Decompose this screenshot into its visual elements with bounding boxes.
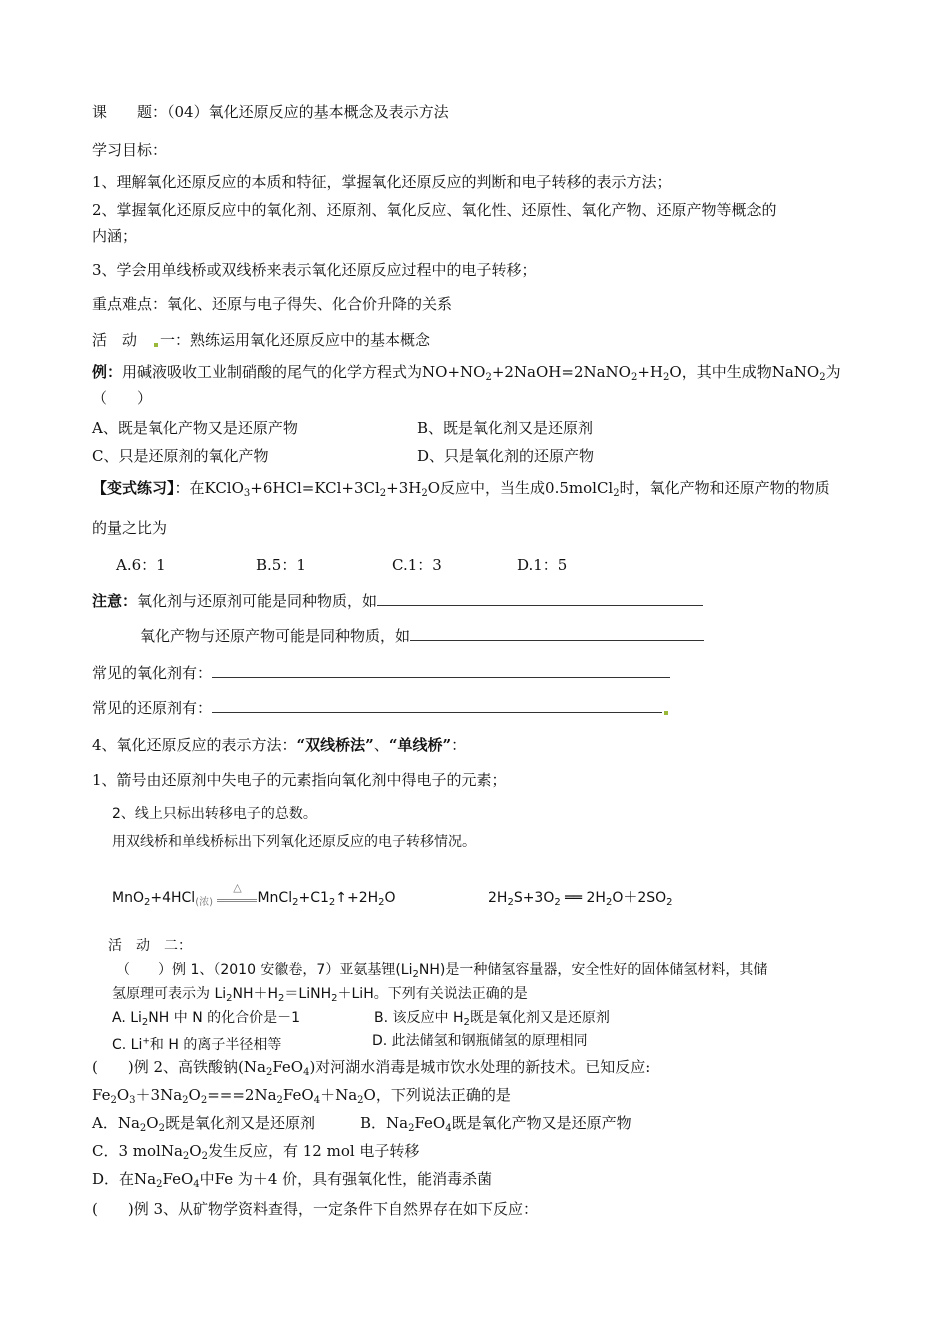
heat-symbol: △: [233, 881, 242, 894]
activity-1-title: 一：熟练运用氧化还原反应中的基本概念: [160, 331, 431, 349]
option-text: B．Na: [360, 1114, 409, 1132]
colon: ：: [451, 736, 467, 754]
variant-label: 【变式练习】: [92, 479, 175, 497]
equation-2: [488, 888, 673, 908]
sub: 4: [445, 1123, 452, 1134]
variant-text: +6HCl=KCl+3Cl: [250, 479, 380, 497]
example-options-row-2: [92, 446, 595, 466]
example-options-row-1: [92, 418, 594, 438]
eq-text: ↑+2H: [335, 890, 379, 906]
eq-text: ===2Na: [207, 1086, 277, 1104]
eq-text: ＋3Na: [135, 1086, 183, 1104]
note-label: 注意：: [92, 592, 138, 610]
objectives-heading: 学习目标：: [92, 141, 168, 159]
variant-option-a: A.6：1: [116, 556, 166, 574]
ex1-text: NH＋H: [232, 986, 279, 1002]
sub: 2: [554, 897, 561, 908]
marker-icon: [664, 711, 668, 715]
objective-3: 3、学会用单线桥或双线桥来表示氧化还原反应过程中的电子转移；: [92, 261, 537, 279]
objective-1: 1、理解氧化还原反应的本质和特征，掌握氧化还原反应的判断和电子转移的表示方法；: [92, 173, 672, 191]
sub: 2: [378, 897, 385, 908]
option-text: D．在Na: [92, 1170, 157, 1188]
answer-blank[interactable]: [212, 663, 670, 678]
ex2-option-a: [92, 1114, 315, 1132]
oxidants-label: 常见的氧化剂有：: [92, 664, 213, 682]
sub: 2: [278, 993, 285, 1004]
common-oxidants: [92, 663, 670, 683]
option-text: NH 中 N 的化合价是－1: [148, 1010, 301, 1026]
sub: 3: [129, 1095, 136, 1106]
sub: 2: [613, 488, 620, 499]
option-text: FeO: [414, 1114, 446, 1132]
sub: 2: [379, 488, 387, 499]
ex1-text: NH)是一种储氢容量器，安全性好的固体储氢材料，其储: [418, 962, 768, 978]
example-1-stem-cont: [112, 984, 528, 1004]
reductants-label: 常见的还原剂有：: [92, 699, 213, 717]
example-1-options-row-2: [112, 1031, 588, 1055]
sub: 2: [507, 897, 514, 908]
example-2-stem: [92, 1057, 650, 1077]
option-text: FeO: [162, 1170, 194, 1188]
variant-option-d: D.1：5: [517, 556, 568, 574]
variant-text: 时，氧化产物和还原产物的物质: [619, 479, 830, 497]
sub: 2: [143, 897, 151, 908]
sub: 2: [141, 1017, 149, 1028]
sub: 2: [139, 1123, 147, 1134]
sub: 2: [265, 1067, 273, 1078]
sub: 2: [605, 897, 613, 908]
page-title: [92, 102, 449, 122]
option-text: 既是氧化剂又是还原剂: [164, 1114, 315, 1132]
example-text: 为: [825, 363, 841, 381]
sup: +: [142, 1036, 150, 1046]
sub: 2: [110, 1095, 117, 1106]
option-d: D、只是氧化剂的还原产物: [417, 447, 595, 465]
ex1-text: ＋LiH。下列有关说法正确的是: [337, 986, 528, 1002]
eq-text: O: [116, 1086, 130, 1104]
objective-2: 2、掌握氧化还原反应中的氧化剂、还原剂、氧化反应、氧化性、还原性、氧化产物、还原产物等概念的: [92, 201, 777, 219]
option-text: 既是氧化剂又是还原剂: [469, 1010, 610, 1026]
example-label: 例：: [92, 363, 123, 381]
ex1-text: 氢原理可表示为 Li: [112, 986, 227, 1002]
variant-text: O反应中，当生成0.5molCl: [427, 479, 614, 497]
option-text: 既是氧化产物又是还原产物: [451, 1114, 632, 1132]
eq-text: +4HCl: [150, 890, 196, 906]
activity-1-heading: [92, 330, 430, 350]
answer-blank[interactable]: [410, 626, 704, 641]
eq-condition: (浓): [195, 897, 214, 908]
sub: 2: [663, 372, 670, 383]
option-text: O: [189, 1142, 202, 1160]
sub: 2: [463, 1017, 470, 1028]
ex1-option-d: D. 此法储氢和钢瓶储氢的原理相同: [372, 1033, 588, 1049]
ex1-option-c: [112, 1037, 281, 1053]
option-text: 中Fe 为＋4 价，具有强氧化性，能消毒杀菌: [199, 1170, 493, 1188]
eq-text: O: [188, 1086, 201, 1104]
equals-bar: [217, 899, 257, 902]
option-text: C．3 molNa: [92, 1142, 183, 1160]
rule-1: 1、箭号由还原剂中失电子的元素指向氧化剂中得电子的元素；: [92, 771, 507, 789]
title-text: （04）氧化还原反应的基本概念及表示方法: [167, 103, 449, 121]
sub: 2: [412, 969, 419, 980]
title-label: 课 题：: [92, 103, 168, 121]
example-answer-paren: （ ）: [92, 389, 153, 407]
sub: 3: [243, 488, 251, 499]
sub: 2: [630, 372, 638, 383]
activity-1-label: 活 动: [92, 331, 153, 349]
eq-text: 2H: [488, 890, 508, 906]
sub: 2: [201, 1151, 208, 1162]
example-2-option-d: [92, 1169, 492, 1189]
ex1-option-b: [374, 1008, 610, 1028]
ex2-text: FeO: [272, 1058, 304, 1076]
sub: 2: [408, 1123, 415, 1134]
example-text: O，其中生成物NaNO: [669, 363, 820, 381]
example-2-equation: [92, 1085, 511, 1105]
equation-1: [112, 881, 396, 908]
sub: 2: [666, 897, 673, 908]
option-c: C、只是还原剂的氧化产物: [92, 447, 269, 465]
option-text: O: [146, 1114, 159, 1132]
marker-icon: [154, 343, 158, 347]
example-1-options-row-1: [112, 1008, 610, 1028]
note-text: 氧化产物与还原产物可能是同种物质，如: [140, 627, 411, 645]
eq-text: ══ 2H: [560, 890, 606, 906]
variant-option-b: B.5：1: [256, 556, 306, 574]
eq-text: O，下列说法正确的是: [363, 1086, 511, 1104]
option-text: A．Na: [92, 1114, 140, 1132]
common-reductants: [92, 698, 670, 718]
sub: 2: [226, 993, 233, 1004]
variant-text: ：在KClO: [174, 479, 244, 497]
sub: 2: [357, 1095, 364, 1106]
ex2-text: ( )例 2、高铁酸钠(Na: [92, 1058, 266, 1076]
ex2-option-b: [360, 1113, 632, 1133]
sub: 4: [313, 1095, 321, 1106]
sub: 2: [182, 1151, 190, 1162]
task-text: 用双线桥和单线桥标出下列氧化还原反应的电子转移情况。: [112, 834, 476, 850]
section-4-prefix: 4、氧化还原反应的表示方法：: [92, 736, 297, 754]
sub: 2: [485, 372, 492, 383]
sub: 2: [156, 1179, 163, 1190]
note-line-2: [140, 626, 704, 646]
variant-stem: [92, 478, 830, 498]
sub: 4: [193, 1179, 200, 1190]
example-1-stem: [116, 960, 767, 980]
sub: 2: [421, 488, 428, 499]
answer-blank[interactable]: [377, 591, 703, 606]
sub: 2: [819, 372, 826, 383]
option-b: B、既是氧化剂又是还原剂: [417, 419, 594, 437]
example-text: +2NaOH=2NaNO: [491, 363, 631, 381]
double-bridge-label: “双线桥法”: [296, 736, 374, 754]
example-2-option-c: [92, 1141, 419, 1161]
sub: 2: [200, 1095, 208, 1106]
ex1-text: （ ）例 1、（2010 安徽卷，7）亚氨基锂(Li: [116, 962, 413, 978]
single-bridge-label: “单线桥”: [388, 736, 452, 754]
activity-2-heading: 活 动 二：: [108, 938, 192, 954]
eq-text: MnCl: [257, 890, 293, 906]
sub: 2: [292, 897, 299, 908]
rule-2: 2、线上只标出转移电子的总数。: [112, 806, 317, 822]
sub: 2: [276, 1095, 283, 1106]
option-text: B. 该反应中 H: [374, 1010, 464, 1026]
sub: 2: [158, 1123, 165, 1134]
sub: 4: [303, 1067, 310, 1078]
eq-text: Fe: [92, 1086, 111, 1104]
ex1-text: ＝LiNH: [284, 986, 332, 1002]
ex2-text: )对河湖水消毒是城市饮水处理的新技术。已知反应:: [309, 1058, 651, 1076]
eq-text: MnO: [112, 890, 144, 906]
heat-arrow: [217, 881, 257, 902]
eq-text: FeO: [282, 1086, 314, 1104]
example-text: +H: [637, 363, 664, 381]
option-text: 发生反应，有 12 mol 电子转移: [207, 1142, 420, 1160]
option-text: C. Li: [112, 1036, 143, 1053]
separator: 、: [373, 736, 389, 754]
sub: 2: [182, 1095, 189, 1106]
variant-option-c: C.1：3: [392, 556, 442, 574]
variant-stem-cont: 的量之比为: [92, 519, 168, 537]
option-text: 和 H 的离子半径相等: [149, 1036, 282, 1053]
objective-2-cont: 内涵；: [92, 227, 138, 245]
answer-blank[interactable]: [212, 698, 662, 713]
note-text: 氧化剂与还原剂可能是同种物质，如: [137, 592, 378, 610]
ex1-option-a: [112, 1010, 300, 1026]
eq-text: ＋Na: [320, 1086, 358, 1104]
eq-text: O＋2SO: [612, 890, 667, 906]
variant-text: +3H: [386, 479, 422, 497]
note-line-1: [92, 591, 703, 611]
option-text: A. Li: [112, 1010, 142, 1026]
sub: 2: [328, 897, 336, 908]
section-4-heading: [92, 735, 466, 755]
eq-text: S+3O: [513, 890, 555, 906]
eq-text: O: [384, 890, 396, 906]
sub: 2: [331, 993, 338, 1004]
example-text: 用碱液吸收工业制硝酸的尾气的化学方程式为NO+NO: [122, 363, 486, 381]
example-2-options-row-1: [92, 1113, 632, 1134]
option-a: A、既是氧化产物又是还原产物: [92, 419, 298, 437]
example-3-stem: ( )例 3、从矿物学资料查得，一定条件下自然界存在如下反应：: [92, 1200, 539, 1218]
eq-text: +C1: [298, 890, 329, 906]
key-points: 重点难点：氧化、还原与电子得失、化合价升降的关系: [92, 295, 453, 313]
example-stem: [92, 362, 841, 382]
